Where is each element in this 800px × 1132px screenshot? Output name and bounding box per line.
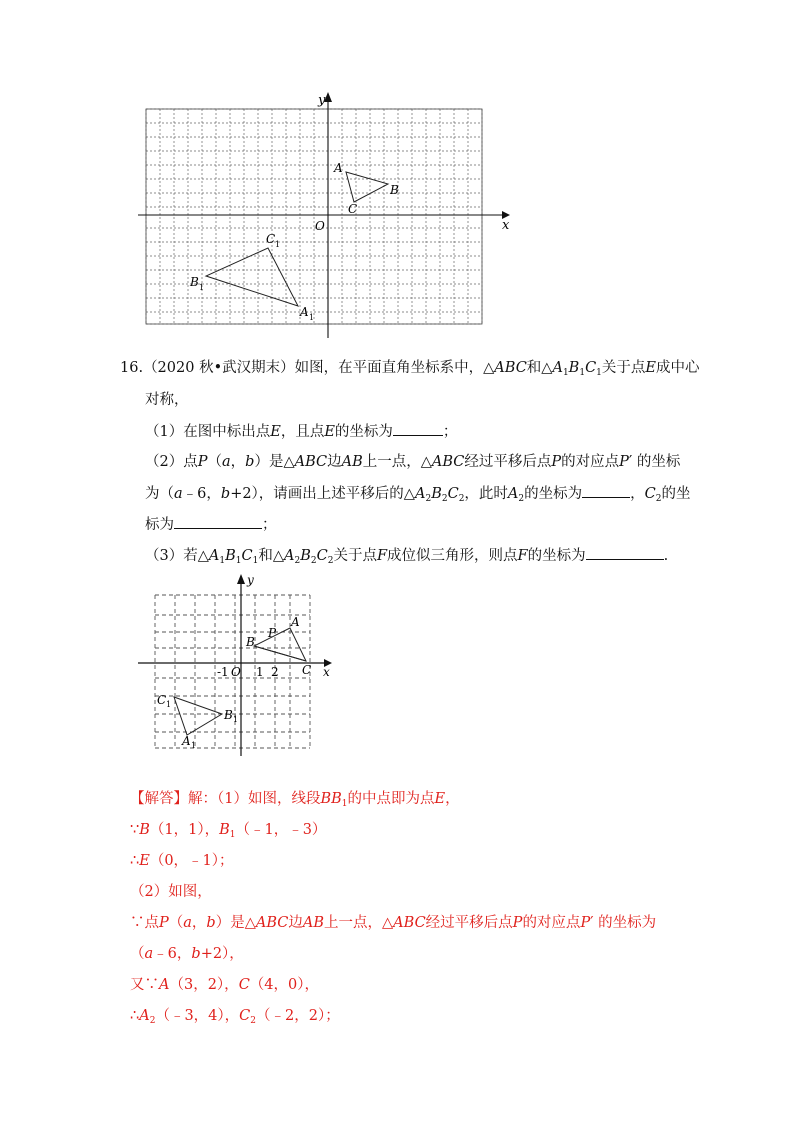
problem-line-1: 16.（2020 秋•武汉期末）如图，在平面直角坐标系中，△ABC和$\triangle A_1B_1C_1$关于点E成中心 xyxy=(120,360,700,378)
question-3: （3）若$\triangle A_1B_1C_1$和$\triangle A_2B_2C_2$关于点F成位似三角形，则点F的坐标为 . xyxy=(145,545,668,566)
answer-blank-2[interactable] xyxy=(582,483,630,498)
tick-1: 1 xyxy=(256,665,264,679)
label-c: C xyxy=(348,202,358,216)
question-2-line-2: 为（a﹣6，b+2），请画出上述平移后的$\triangle A_2B_2C_2$，此时$A_2$的坐标为 ，$C_2$的坐 xyxy=(145,483,690,504)
label-c1: C xyxy=(266,232,276,246)
label-a: A xyxy=(334,161,343,175)
label-p: P xyxy=(268,626,277,640)
y-axis-label: y xyxy=(247,573,254,587)
label-b1: B xyxy=(190,275,199,289)
tick-2: 2 xyxy=(271,665,279,679)
label-a1: A xyxy=(300,305,309,319)
problem-line-2: 对称， xyxy=(145,392,189,408)
solution-line-8: $\therefore A_2(﹣3$，4），$C_2(﹣2$，2）； xyxy=(130,1008,340,1026)
question-1: （1）在图中标出点E，且点E的坐标为 ； xyxy=(145,421,457,442)
y-axis-label: y xyxy=(318,93,326,108)
answer-blank-1[interactable] xyxy=(393,421,443,436)
solution-line-5: ∵点P（a，b）是△ABC边AB上一点，△ABC经过平移后点P的对应点P′ 的坐标为 xyxy=(130,915,657,931)
label-a: A xyxy=(291,615,300,629)
solution-line-3: ∴E（0，﹣1）； xyxy=(130,853,234,869)
x-axis-label: x xyxy=(502,218,510,233)
label-c1-sub: 1 xyxy=(166,700,172,709)
solution-line-6: （a﹣6，b+2）， xyxy=(130,946,244,962)
triangle-a1b1c1 xyxy=(206,248,298,306)
answer-blank-4[interactable] xyxy=(586,545,664,560)
label-a1-sub: 1 xyxy=(191,741,197,750)
grid-lines xyxy=(146,109,482,324)
question-2-line-3: 标为 ； xyxy=(145,514,277,535)
label-c1-sub: 1 xyxy=(275,240,281,249)
label-b1-sub: 1 xyxy=(233,715,239,724)
solution-line-7: 又∵A（3，2），C（4，0）， xyxy=(130,977,319,993)
solution-line-4: （2）如图， xyxy=(130,884,212,900)
tick-neg1: -1 xyxy=(217,665,229,679)
answer-blank-3[interactable] xyxy=(174,514,262,529)
label-b: B xyxy=(246,635,255,649)
solution-line-1: 【解答】解：（1）如图，线段$BB_1$的中点即为点E， xyxy=(130,791,460,809)
question-2-line-1: （2）点P（a，b）是△ABC边AB上一点，△ABC经过平移后点P的对应点P′ 的坐标 xyxy=(145,454,681,470)
label-b: B xyxy=(390,183,399,197)
label-b1-sub: 1 xyxy=(199,283,205,292)
triangle-abc xyxy=(254,628,306,661)
x-axis-label: x xyxy=(323,665,330,679)
triangle-abc xyxy=(346,172,388,202)
y-axis-arrow-icon xyxy=(237,574,245,584)
solution-tag: 【解答】 xyxy=(130,791,188,807)
label-b1: B xyxy=(224,708,233,722)
origin-label: O xyxy=(315,219,325,233)
figure-1-grid xyxy=(130,88,520,348)
label-a1: A xyxy=(182,734,191,748)
figure-2-grid xyxy=(130,570,350,760)
label-c: C xyxy=(302,663,312,677)
origin-label: O xyxy=(231,665,241,679)
label-a1-sub: 1 xyxy=(309,313,315,322)
solution-line-2: ∵B（1，1），$B_1(﹣1$，﹣3） xyxy=(130,822,327,840)
label-c1: C xyxy=(157,693,167,707)
